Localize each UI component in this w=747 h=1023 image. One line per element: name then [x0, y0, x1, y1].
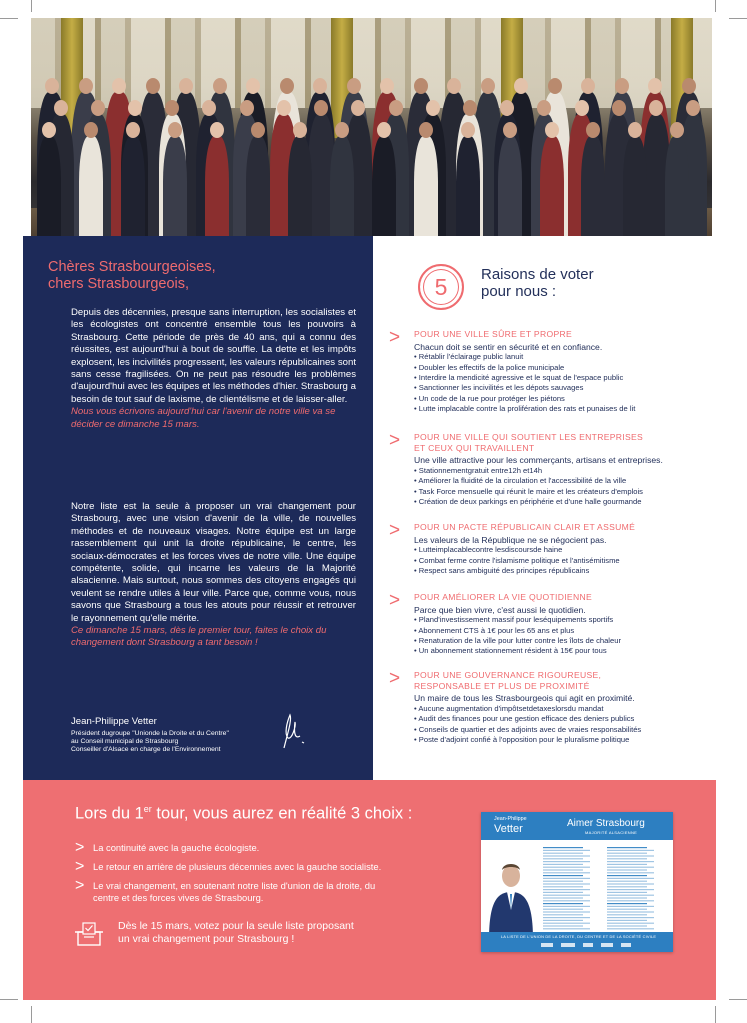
- list-item: • Création de deux parkings en périphérie et d'une halle gourmande: [414, 497, 719, 507]
- choices-title: Lors du 1er tour, vous aurez en réalité 3 choix :: [75, 804, 413, 823]
- crop-mark: [729, 999, 747, 1000]
- list-item: • Aucune augmentation d'impôtsetdetaxeslorsdu mandat: [414, 704, 719, 714]
- reason-lead: Chacun doit se sentir en sécurité et en confiance.: [414, 341, 603, 352]
- reason-2: [389, 432, 719, 507]
- list-item: • Conseils de quartier et des adjoints avec de vraies responsabilités: [414, 725, 719, 735]
- candidate-last-name: Vetter: [494, 823, 523, 835]
- letter-greeting: Chères Strasbourgeoises, chers Strasbourgeois,: [48, 259, 216, 292]
- vote-call: Dès le 15 mars, votez pour la seule liste proposant un vrai changement pour Strasbourg !: [118, 920, 354, 946]
- list-item: • Combat ferme contre l'islamisme politique et l'antisémitisme: [414, 556, 719, 566]
- ballot-box-icon: [74, 921, 104, 947]
- candidate-names-list: [541, 845, 667, 933]
- letter-emphasis-1: Nous vous écrivons aujourd'hui car l'avenir de notre ville va se décider ce dimanche 15 mars.: [71, 406, 336, 430]
- list-item: • Sanctionner les incivilités et les dépots sauvages: [414, 383, 719, 393]
- letter-paragraph-2: Notre liste est la seule à proposer un vrai changement pour Strasbourg, avec une vision d'avenir de la ville, de nouvelles méthodes et de nouveaux visages. Notre équipe est un large rassemblement qui unit la droite républicaine, le centre, les sociaux-démocrates et les forces vives de notre ville. Une équipe compétente, solide, qui incarne les valeurs de la Majorité alsacienne. Mais surtout, nous sommes des citoyens engagés qui veulent se rendre utiles à leur ville. Parce que, comme vous, nous savons que Strasbourg a tous les atouts pour réussir et retrouver le rayonnement qu'elle mérite. Ce dimanche 15 mars, dès le premier tour, faites le choix du changement dont Strasbourg a tant besoin !: [71, 501, 356, 649]
- crop-mark: [31, 1006, 32, 1023]
- reason-title: POUR UN PACTE RÉPUBLICAIN CLAIR ET ASSUMÉ: [414, 522, 636, 532]
- chevron-right-icon: >: [389, 590, 401, 611]
- ballot-paper: [481, 812, 673, 952]
- crop-mark: [729, 18, 747, 19]
- letter-paragraph-1: Depuis des décennies, presque sans interruption, les socialistes et les écologistes ont concentré ensemble tous les pouvoirs à Strasbourg. Cette période de près de 40 ans, qui a connu des réussites, est aujourd'hui à bout de souffle. La dette et les impôts explosent, les incivilités progressent, les valeurs républicaines sont sans cesse fragilisées. On ne peut pas résoudre les problèmes d'aujourd'hui avec les équipes et les méthodes d'hier. Strasbourg a besoin de tout sauf de laxisme, de clientélisme et de laisser-aller. Nous vous écrivons aujourd'hui car l'avenir de notre ville va se décider ce dimanche 15 mars.: [71, 307, 356, 430]
- chevron-right-icon: >: [389, 520, 401, 541]
- choice-1: > La continuité avec la gauche écologiste.: [75, 839, 260, 856]
- reason-4: [389, 592, 719, 657]
- list-item: • Améliorer la fluidité de la circulation et l'accessibilité de la ville: [414, 476, 719, 486]
- chevron-right-icon: >: [389, 430, 401, 451]
- reason-3: [389, 522, 719, 576]
- crop-mark: [31, 0, 32, 12]
- reason-lead: Parce que bien vivre, c'est aussi le quotidien.: [414, 604, 586, 615]
- list-item: • Task Force mensuelle qui réunit le maire et les créateurs d'emplois: [414, 487, 719, 497]
- reason-lead: Une ville attractive pour les commerçants, artisans et entreprises.: [414, 455, 663, 466]
- reason-title: POUR UNE GOUVERNANCE RIGOUREUSE, RESPONSABLE ET PLUS DE PROXIMITÉ: [414, 670, 602, 691]
- signatory-name: Jean-Philippe Vetter: [71, 716, 157, 727]
- list-item: • Doubler les effectifs de la police municipale: [414, 363, 719, 373]
- reasons-title: Raisons de voter pour nous :: [481, 266, 594, 300]
- signatory-title: Président dugroupe "Unionde la Droite et du Centre" au Conseil municipal de Strasbourg Conseiller d'Alsace en charge de l'Environnement: [71, 730, 229, 754]
- list-item: • Poste d'adjoint confié à l'opposition pour le pluralisme politique: [414, 735, 719, 745]
- reason-lead: Les valeurs de la République ne se négocient pas.: [414, 534, 607, 545]
- ballot-footer: LA LISTE DE L'UNION DE LA DROITE, DU CENTRE ET DE LA SOCIÉTÉ CIVILE: [500, 934, 657, 939]
- party-logos: [521, 942, 651, 948]
- choice-3: > Le vrai changement, en soutenant notre liste d'union de la droite, du centre et des forces vives de Strasbourg.: [75, 877, 376, 904]
- chevron-right-icon: >: [75, 839, 85, 856]
- reason-title: POUR UNE VILLE QUI SOUTIENT LES ENTREPRISES ET CEUX QUI TRAVAILLENT: [414, 432, 644, 453]
- list-name: Aimer Strasbourg: [567, 818, 645, 829]
- reason-5: [389, 670, 719, 745]
- five-badge: 5: [418, 264, 464, 310]
- group-photo: [31, 18, 712, 236]
- list-item: • Audit des finances pour une gestion efficace des deniers publics: [414, 714, 719, 724]
- choice-2: > Le retour en arrière de plusieurs décennies avec la gauche socialiste.: [75, 858, 382, 875]
- crop-mark: [715, 1006, 716, 1023]
- chevron-right-icon: >: [389, 327, 401, 348]
- list-item: • Un code de la rue pour protéger les piétons: [414, 394, 719, 404]
- reason-1: [389, 329, 719, 415]
- candidate-portrait: [487, 852, 535, 940]
- list-item: • Lutte implacable contre la prolifération des rats et punaises de lit: [414, 404, 719, 414]
- list-item: • Stationnementgratuit entre12h et14h: [414, 466, 719, 476]
- list-item: • Lutteimplacablecontre lesdiscoursde haine: [414, 545, 719, 555]
- crop-mark: [0, 999, 18, 1000]
- list-item: • Abonnement CTS à 1€ pour les 65 ans et plus: [414, 626, 719, 636]
- letter-emphasis-2: Ce dimanche 15 mars, dès le premier tour, faites le choix du changement dont Strasbourg a tant besoin !: [71, 625, 327, 649]
- list-item: • Respect sans ambiguité des principes républicains: [414, 566, 719, 576]
- signature-mark: [278, 712, 312, 752]
- list-subtitle: MAJORITÉ ALSACIENNE: [585, 830, 638, 835]
- reason-title: POUR AMÉLIORER LA VIE QUOTIDIENNE: [414, 592, 592, 602]
- reason-lead: Un maire de tous les Strasbourgeois qui agit en proximité.: [414, 693, 635, 704]
- list-item: • Interdire la mendicité agressive et le squat de l'espace public: [414, 373, 719, 383]
- list-item: • Un abonnement stationnement résident à 15€ pour tous: [414, 646, 719, 656]
- chevron-right-icon: >: [75, 877, 85, 894]
- list-item: • Renaturation de la ville pour lutter contre les îlots de chaleur: [414, 636, 719, 646]
- chevron-right-icon: >: [75, 858, 85, 875]
- chevron-right-icon: >: [389, 668, 401, 689]
- crop-mark: [0, 18, 18, 19]
- list-item: • Rétablir l'éclairage public lanuit: [414, 352, 719, 362]
- reason-title: POUR UNE VILLE SÛRE ET PROPRE: [414, 329, 573, 339]
- list-item: • Pland'investissement massif pour leséquipements sportifs: [414, 615, 719, 625]
- candidate-first-name: Jean-Philippe: [494, 816, 527, 822]
- crop-mark: [715, 0, 716, 12]
